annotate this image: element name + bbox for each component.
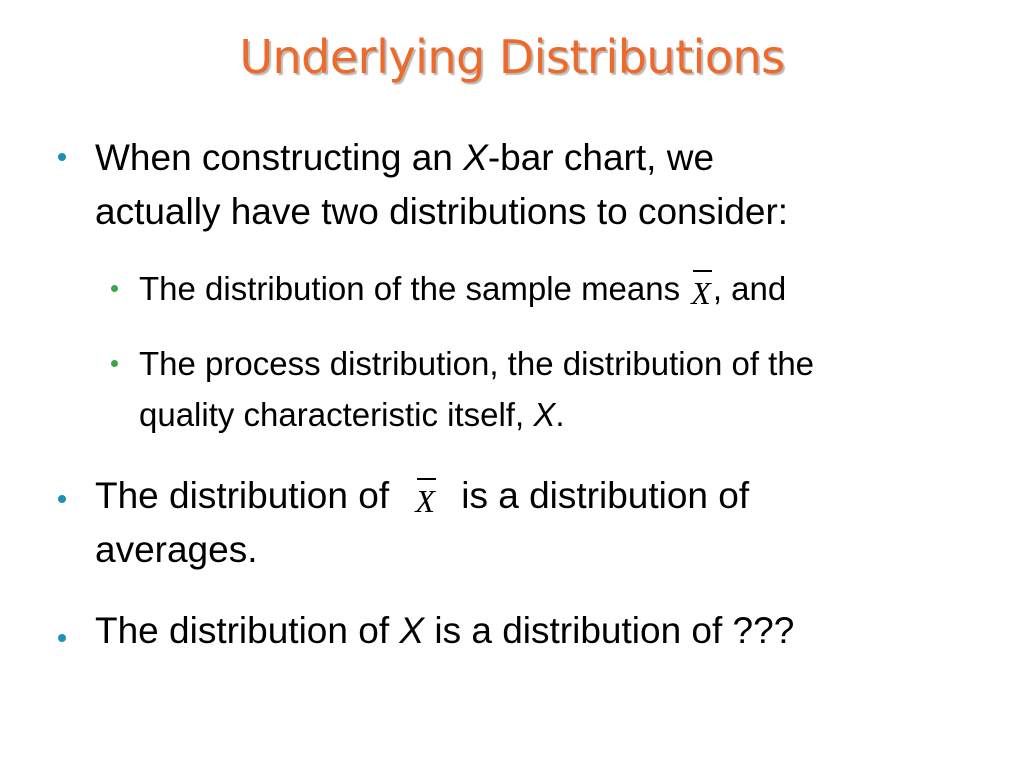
- bullet-3-line-1: [95, 603, 794, 658]
- sub-bullet-1-text-a: The distribution of the sample means: [139, 270, 690, 307]
- bullet-2-text-line-2: averages.: [95, 529, 258, 570]
- bullet-1-x-symbol: X: [463, 137, 488, 178]
- sub-bullet-2-text-b: .: [555, 396, 565, 433]
- sub-bullet-2-line-2: [139, 388, 565, 441]
- overline: [693, 270, 712, 272]
- bullet-1-text-line-2: actually have two distributions to consider:: [95, 191, 789, 232]
- slide-title: Underlying Distributions: [239, 30, 785, 84]
- sub-bullet-2-x-symbol: X: [533, 396, 556, 433]
- bullet-2-line-2: [95, 522, 258, 577]
- bullet-3-x-symbol: X: [399, 610, 425, 651]
- sub-bullet-2-line-1: [139, 337, 814, 390]
- bullet-1-line-1: [95, 130, 714, 185]
- x-bar-symbol: [689, 277, 713, 309]
- bullet-3-text-b: is a distribution of ???: [424, 610, 795, 651]
- sub-bullet-1-text-b: , and: [712, 270, 787, 307]
- bullet-dot: [58, 495, 66, 503]
- bullet-2-text-a: The distribution of: [95, 475, 400, 516]
- bullet-dot: [58, 634, 66, 642]
- bullet-1-text-a: When constructing an: [95, 137, 464, 178]
- bullet-1-line-2: [95, 184, 788, 239]
- sub-bullet-dot: [111, 285, 118, 292]
- bullet-2-text-b: is a distribution of: [450, 475, 750, 516]
- bullet-2-line-1: [95, 468, 749, 523]
- sub-bullet-2-text-line-1: The process distribution, the distribution of the: [139, 345, 815, 382]
- x-bar-symbol: [413, 485, 437, 517]
- bullet-3-text-a: The distribution of: [95, 610, 400, 651]
- sub-bullet-dot: [111, 360, 118, 367]
- sub-bullet-2-text-a: quality characteristic itself,: [139, 396, 534, 433]
- x-bar-letter: X: [691, 275, 711, 311]
- sub-bullet-1: [139, 262, 786, 315]
- x-bar-letter: X: [415, 483, 435, 519]
- overline: [417, 478, 436, 480]
- bullet-1-text-b: -bar chart, we: [487, 137, 715, 178]
- bullet-dot: [58, 153, 66, 161]
